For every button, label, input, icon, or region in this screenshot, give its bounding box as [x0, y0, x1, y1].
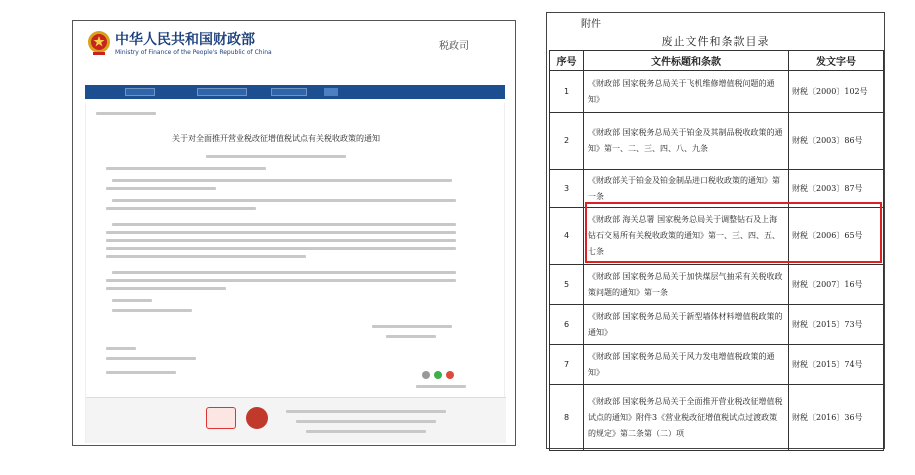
signature-line	[372, 325, 452, 328]
row-title: 《财政部 国家税务总局关于新型墙体材料增值税政策的通知》	[584, 305, 789, 345]
table-row	[550, 385, 884, 451]
text-line	[106, 371, 176, 374]
row-title: 《财政部关于铂金及铂金制品进口税收政策的通知》第一条	[584, 170, 789, 208]
site-nav-bar	[85, 85, 505, 99]
table-row	[550, 305, 884, 345]
article-title: 关于对全面推开营业税改征增值税试点有关税收政策的通知	[172, 134, 380, 143]
table-row	[550, 170, 884, 208]
text-line	[106, 255, 306, 258]
row-title: 《财政部 海关总署 国家税务总局关于调整钻石及上海钻石交易所有关税收政策的通知》第一、三、四、五、七条	[584, 208, 789, 265]
annex-table	[549, 50, 884, 451]
row-seq: 2	[550, 113, 584, 170]
share-icon[interactable]	[422, 371, 430, 379]
footer-logo-icon[interactable]	[206, 407, 236, 429]
nav-search-button[interactable]	[324, 88, 338, 96]
row-doc-no: 财税〔2016〕36号	[789, 385, 884, 451]
text-line	[106, 247, 456, 250]
site-header	[73, 21, 515, 67]
text-line	[112, 299, 152, 302]
site-title: 中华人民共和国财政部	[115, 32, 255, 48]
row-seq: 4	[550, 208, 584, 265]
text-line	[106, 287, 226, 290]
row-seq: 8	[550, 385, 584, 451]
row-seq: 1	[550, 71, 584, 113]
article-area	[85, 103, 505, 443]
site-section: 税政司	[439, 41, 469, 52]
site-footer	[86, 397, 506, 443]
weibo-icon[interactable]	[446, 371, 454, 379]
nav-search-input[interactable]	[197, 88, 247, 96]
text-line	[106, 207, 256, 210]
table-row-highlighted	[550, 208, 884, 265]
row-doc-no: 财税〔2015〕73号	[789, 305, 884, 345]
text-line	[106, 239, 456, 242]
table-row	[550, 265, 884, 305]
row-doc-no: 财税〔2015〕74号	[789, 345, 884, 385]
text-line	[106, 279, 456, 282]
table-row	[550, 71, 884, 113]
row-seq: 3	[550, 170, 584, 208]
annex-document	[546, 12, 885, 449]
text-line	[106, 187, 216, 190]
footer-text	[296, 420, 436, 423]
text-line	[106, 347, 136, 350]
breadcrumb[interactable]	[96, 112, 156, 115]
row-title: 《财政部 国家税务总局关于飞机维修增值税问题的通知》	[584, 71, 789, 113]
header-title: 文件标题和条款	[584, 51, 789, 71]
print-close-links[interactable]	[416, 385, 466, 388]
row-doc-no: 财税〔2000〕102号	[789, 71, 884, 113]
text-line	[112, 223, 456, 226]
row-doc-no: 财税〔2007〕16号	[789, 265, 884, 305]
wechat-icon[interactable]	[434, 371, 442, 379]
row-seq: 5	[550, 265, 584, 305]
row-title: 《财政部 国家税务总局关于铂金及其制品税收政策的通知》第一、二、三、四、八、九条	[584, 113, 789, 170]
row-seq: 7	[550, 345, 584, 385]
national-emblem-icon	[87, 30, 111, 56]
header-seq: 序号	[550, 51, 584, 71]
website-screenshot	[72, 20, 516, 446]
text-line	[112, 271, 456, 274]
row-title: 《财政部 国家税务总局关于全面推开营业税改征增值税试点的通知》附件3《营业税改征增值税试点过渡政策的规定》第二条第（二）项	[584, 385, 789, 451]
article-doc-number	[206, 155, 346, 158]
text-line	[106, 167, 266, 170]
text-line	[112, 199, 456, 202]
site-subtitle: Ministry of Finance of the People's Republic of China	[115, 49, 272, 56]
annex-title: 废止文件和条款目录	[661, 35, 770, 48]
row-title: 《财政部 国家税务总局关于风力发电增值税政策的通知》	[584, 345, 789, 385]
table-header-row	[550, 51, 884, 71]
date-line	[386, 335, 436, 338]
footer-badge-icon[interactable]	[246, 407, 268, 429]
table-row	[550, 345, 884, 385]
footer-text	[286, 410, 446, 413]
header-doc-no: 发文字号	[789, 51, 884, 71]
attachment-link[interactable]	[112, 309, 192, 312]
row-seq: 6	[550, 305, 584, 345]
text-line	[112, 179, 452, 182]
text-line	[106, 231, 456, 234]
row-doc-no: 财税〔2003〕87号	[789, 170, 884, 208]
nav-select[interactable]	[271, 88, 307, 96]
row-title: 《财政部 国家税务总局关于加快煤层气抽采有关税收政策问题的通知》第一条	[584, 265, 789, 305]
row-doc-no: 财税〔2003〕86号	[789, 113, 884, 170]
row-doc-no: 财税〔2006〕65号	[789, 208, 884, 265]
table-row	[550, 113, 884, 170]
footer-text	[306, 430, 426, 433]
annex-label: 附件	[581, 19, 601, 30]
attachment-link[interactable]	[106, 357, 196, 360]
nav-field	[125, 88, 155, 96]
